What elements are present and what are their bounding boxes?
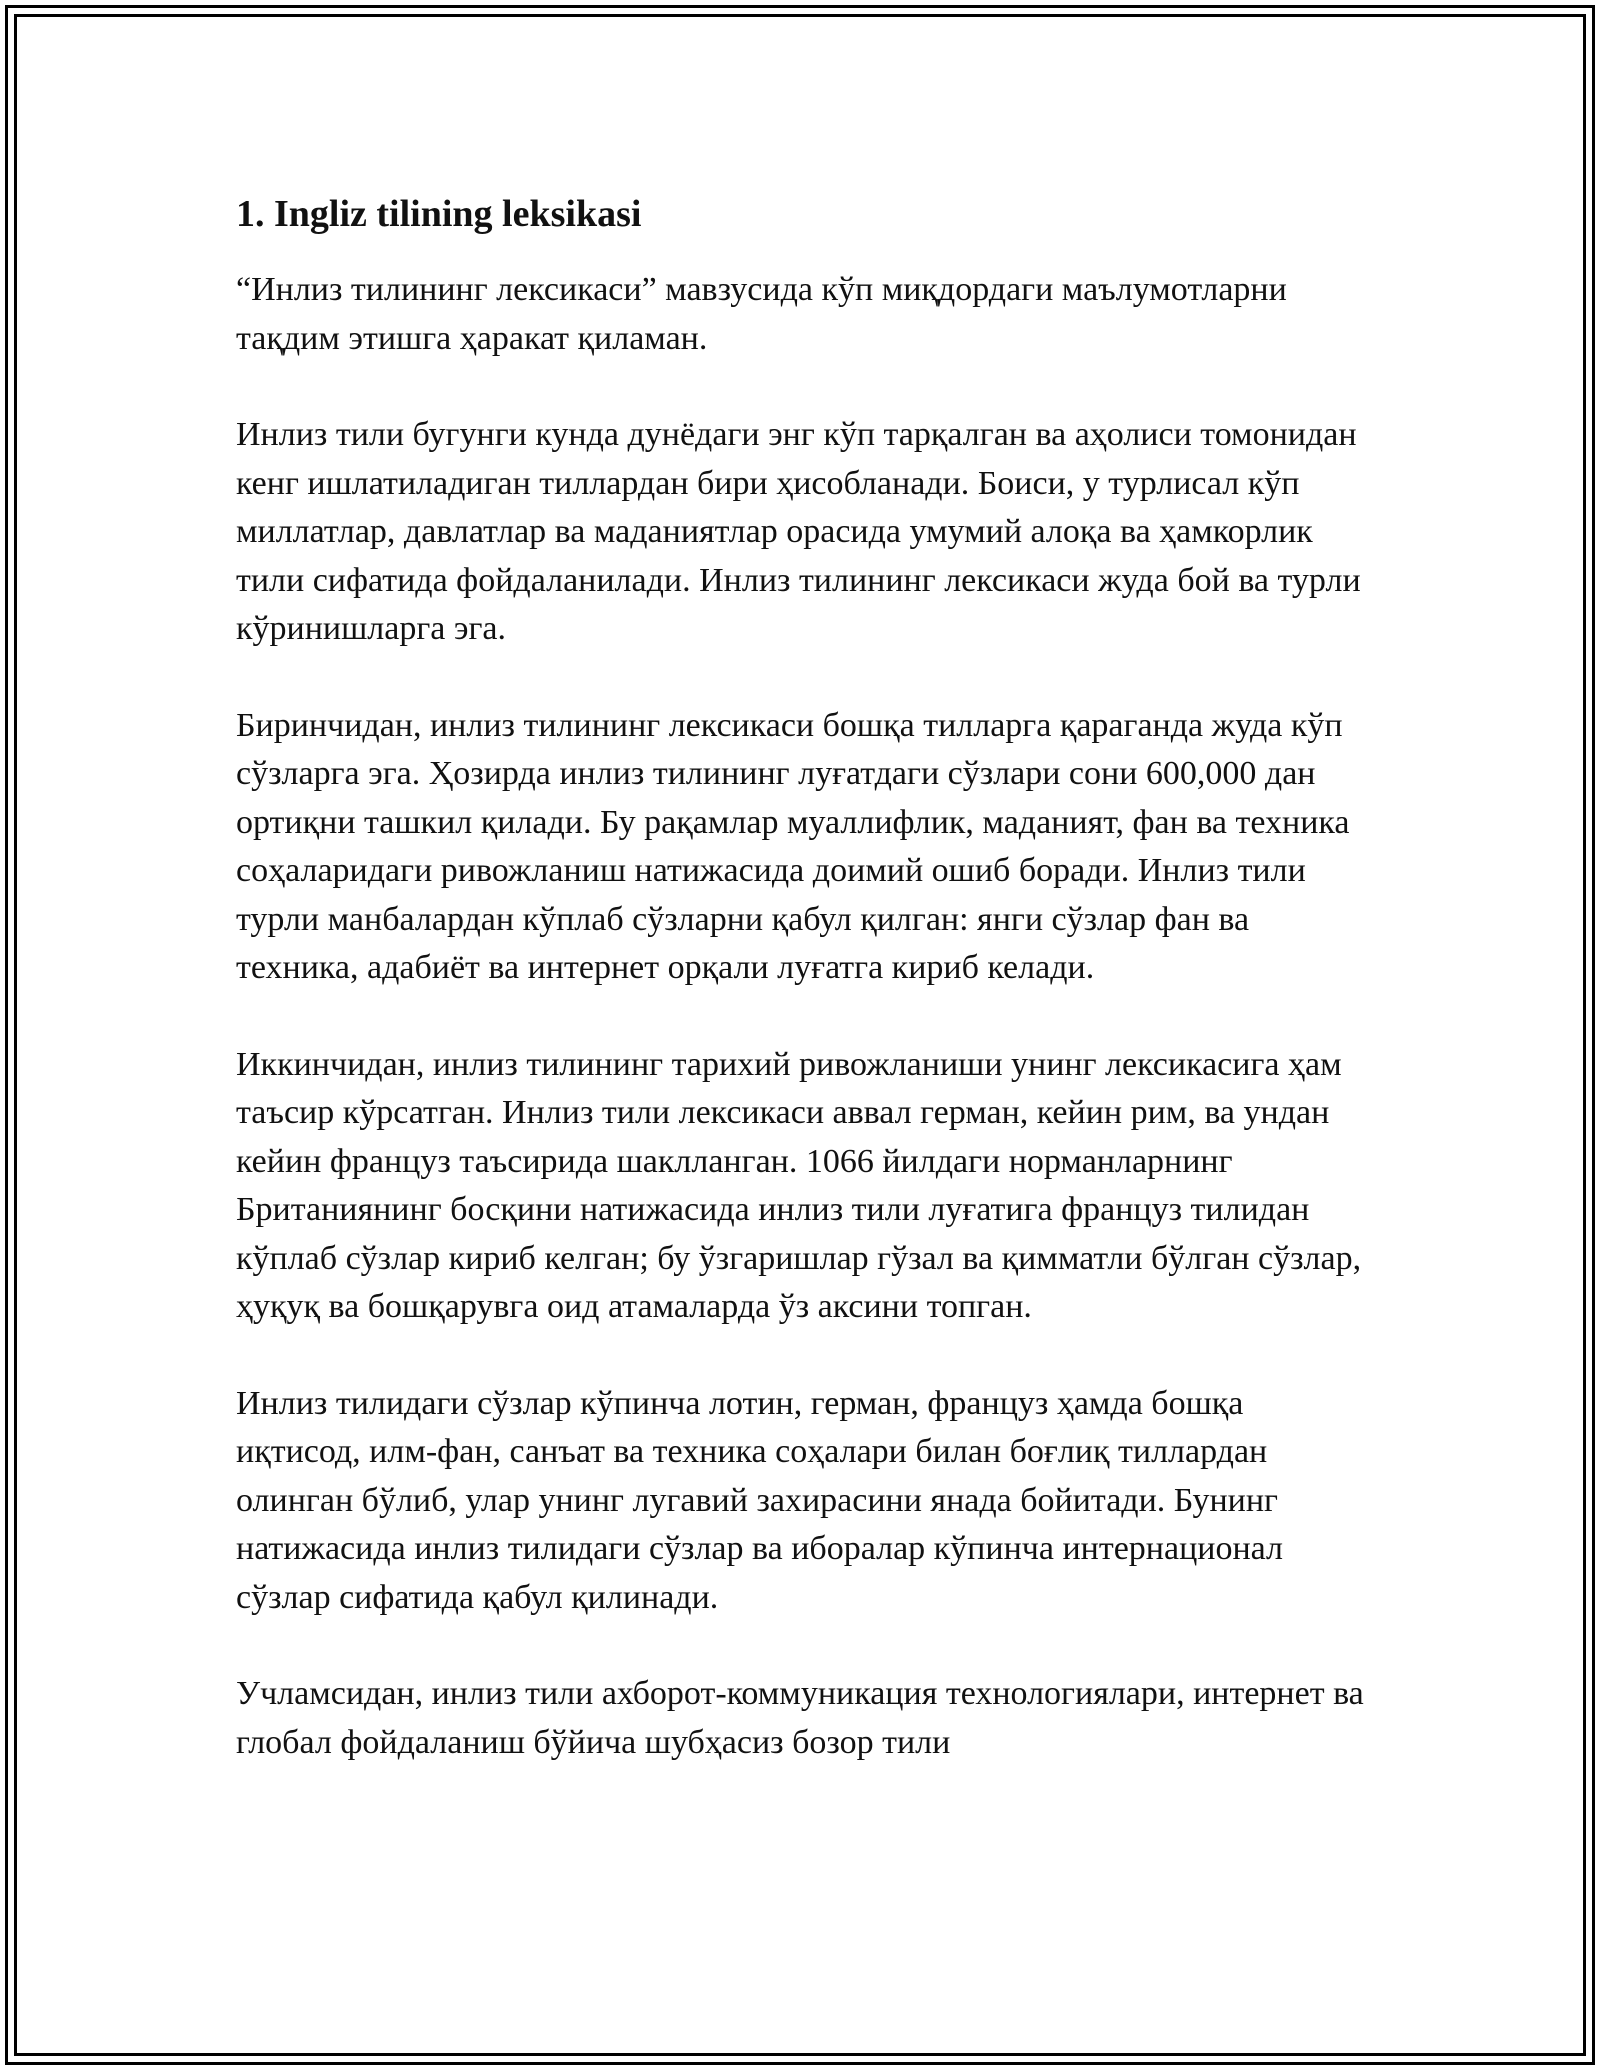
- paragraph-second-point: Иккинчидан, инлиз тилининг тарихий ривожланиши унинг лексикасига ҳам таъсир кўрсатган. Инлиз тили лексикаси аввал герман, кейин рим, ва ундан кейин француз таъсирида шаклланган. 1066 йилдаги норманларнинг Британиянинг босқини натижасида инлиз тили луғатига француз тилидан кўплаб сўзлар кириб келган; бу ўзгаришлар гўзал ва қимматли бўлган сўзлар, ҳуқуқ ва бошқарувга оид атамаларда ўз аксини топган.: [236, 1045, 1362, 1325]
- document-body: [236, 188, 1376, 1815]
- paragraph-intro: “Инлиз тилининг лексикаси” мавзусида кўп миқдордаги маълумотларни тақдим этишга ҳаракат қиламан.: [236, 271, 1287, 357]
- paragraph-third-point: Учламсидан, инлиз тили ахборот-коммуникация технологиялари, интернет ва глобал фойдаланиш бўйича шубҳасиз бозор тили: [236, 1675, 1364, 1761]
- section-heading: 1. Ingliz tilining leksikasi: [236, 193, 642, 235]
- paragraph-overview: Инлиз тили бугунги кунда дунёдаги энг кўп тарқалган ва аҳолиси томонидан кенг ишлатиладиган тиллардан бири ҳисобланади. Боиси, у турлисал кўп миллатлар, давлатлар ва маданиятлар орасида умумий алоқа ва ҳамкорлик тили сифатида фойдаланилади. Инлиз тилининг лексикаси жуда бой ва турли кўринишларга эга.: [236, 416, 1361, 647]
- paragraph-borrowings: Инлиз тилидаги сўзлар кўпинча лотин, герман, француз ҳамда бошқа иқтисод, илм-фан, санъат ва техника соҳалари билан боғлиқ тиллардан олинган бўлиб, улар унинг лугавий захирасини янада бойитади. Бунинг натижасида инлиз тилидаги сўзлар ва иборалар кўпинча интернационал сўзлар сифатида қабул қилинади.: [236, 1384, 1284, 1616]
- paragraph-first-point: Биринчидан, инлиз тилининг лексикаси бошқа тилларга қараганда жуда кўп сўзларга эга. Ҳозирда инлиз тилининг луғатдаги сўзлари сони 600,000 дан ортиқни ташкил қилади. Бу рақамлар муаллифлик, маданият, фан ва техника соҳаларидаги ривожланиш натижасида доимий ошиб боради. Инлиз тили турли манбалардан кўплаб сўзларни қабул қилган: янги сўзлар фан ва техника, адабиёт ва интернет орқали луғатга кириб келади.: [236, 706, 1350, 986]
